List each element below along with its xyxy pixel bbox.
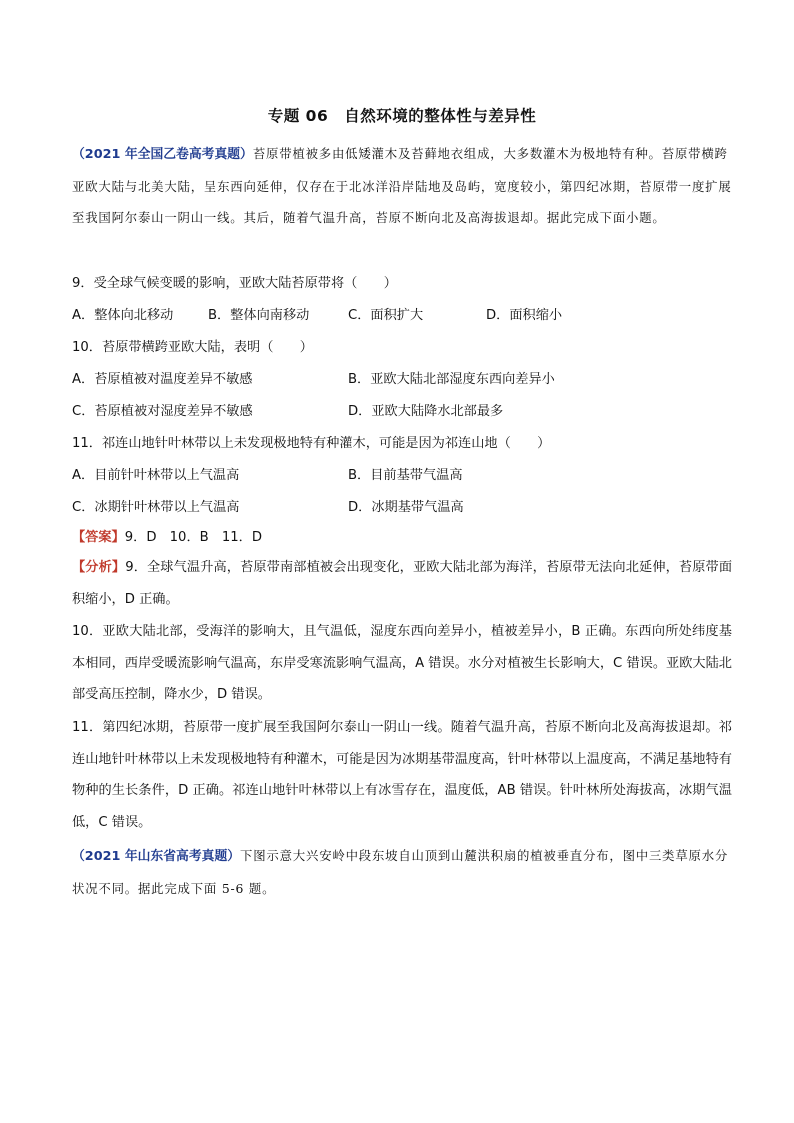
question-9-stem: 9．受全球气候变暖的影响，亚欧大陆苔原带将（ ） [72,276,397,291]
question-9-option-d: D．面积缩小 [486,308,563,323]
answer-line [72,526,262,545]
question-10-option-a: A．苔原植被对温度差异不敏感 [72,372,253,387]
page-title: 专题 06 自然环境的整体性与差异性 [267,107,537,125]
analysis-9-paragraph [72,552,732,615]
question-9-option-b: B．整体向南移动 [208,308,310,323]
question-11-option-a: A．目前针叶林带以上气温高 [72,468,240,483]
group2-intro-paragraph [72,840,732,904]
analysis-9-text: 9．全球气温升高，苔原带南部植被会出现变化，亚欧大陆北部为海洋，苔原带无法向北延伸，苔原带面积缩小，D 正确。 [72,560,733,607]
group2-intro-text: 下图示意大兴安岭中段东坡自山顶到山麓洪积扇的植被垂直分布，图中三类草原水分状况不同。据此完成下面 5-6 题。 [72,848,729,896]
question-9-option-c: C．面积扩大 [348,308,424,323]
question-11-option-d: D．冰期基带气温高 [348,500,464,515]
question-10-stem: 10．苔原带横跨亚欧大陆，表明（ ） [72,340,313,355]
question-11-option-b: B．目前基带气温高 [348,468,463,483]
question-10-option-d: D．亚欧大陆降水北部最多 [348,404,504,419]
analysis-tag: 【分析】 [72,560,126,575]
group1-source: （2021 年全国乙卷高考真题） [72,147,253,162]
question-10-option-b: B．亚欧大陆北部湿度东西向差异小 [348,372,555,387]
analysis-10-paragraph: 10．亚欧大陆北部，受海洋的影响大，且气温低，湿度东西向差异小，植被差异小，B 正确。东西向所处纬度基本相同，西岸受暖流影响气温高，东岸受寒流影响气温高，A 错误。水分对植被生长影响大，C 错误。亚欧大陆北部受高压控制，降水少，D 错误。 [72,624,732,702]
question-9-option-a: A．整体向北移动 [72,308,174,323]
group1-intro-text: 苔原带植被多由低矮灌木及苔藓地衣组成，大多数灌木为极地特有种。苔原带横跨亚欧大陆与北美大陆，呈东西向延伸，仅存在于北冰洋沿岸陆地及岛屿，宽度较小，第四纪冰期，苔原带一度扩展至我国阿尔泰山一阴山一线。其后，随着气温升高，苔原不断向北及高海拔退却。据此完成下面小题。 [72,146,732,225]
answer-tag: 【答案】 [72,530,125,545]
answer-text: 9．D 10．B 11．D [124,530,262,545]
question-11-option-c: C．冰期针叶林带以上气温高 [72,500,240,515]
analysis-11-paragraph: 11．第四纪冰期，苔原带一度扩展至我国阿尔泰山一阴山一线。随着气温升高，苔原不断向北及高海拔退却。祁连山地针叶林带以上未发现极地特有种灌木，可能是因为冰期基带温度高，针叶林带以上温度高，不满足基地特有物种的生长条件，D 正确。祁连山地针叶林带以上有冰雪存在，温度低，AB 错误。针叶林所处海拔高，冰期气温低，C 错误。 [72,720,732,830]
question-10-option-c: C．苔原植被对湿度差异不敏感 [72,404,253,419]
group2-source: （2021 年山东省高考真题） [72,849,241,864]
question-11-stem: 11．祁连山地针叶林带以上未发现极地特有种灌木，可能是因为祁连山地（ ） [72,436,551,451]
group1-intro-paragraph [72,138,732,234]
